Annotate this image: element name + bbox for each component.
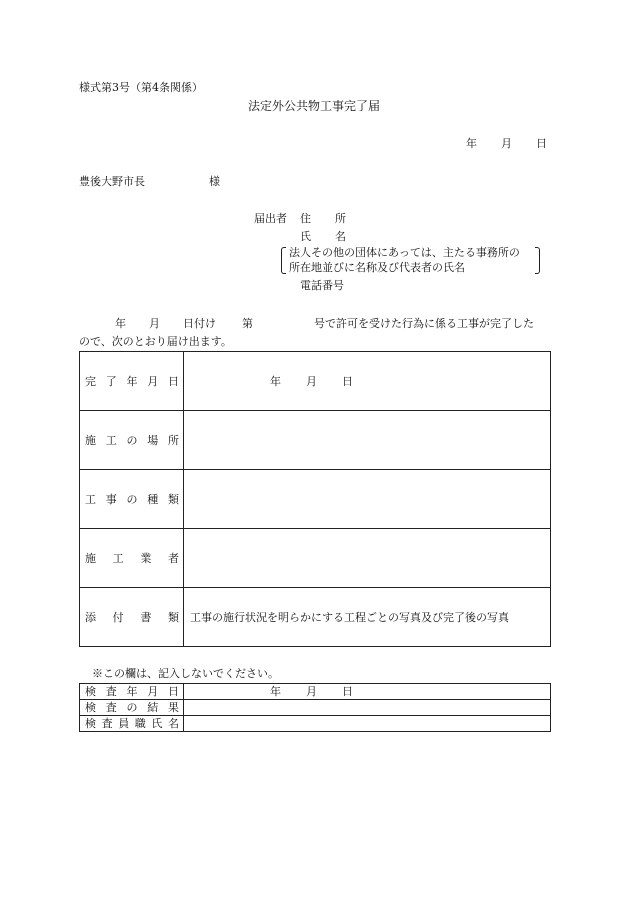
completion-table	[79, 351, 551, 647]
completion-date-field[interactable]: 年 月 日	[184, 352, 551, 411]
contractor-field[interactable]	[184, 529, 551, 588]
address-label: 住 所	[300, 212, 346, 225]
table-row	[80, 411, 551, 470]
table-row	[80, 529, 551, 588]
attachments-label: 添 付 書 類	[80, 588, 184, 647]
inspection-table	[79, 683, 551, 732]
construction-location-field[interactable]	[184, 411, 551, 470]
construction-type-field[interactable]	[184, 470, 551, 529]
name-label: 氏 名	[300, 230, 346, 243]
submission-date: 年 月 日	[466, 137, 547, 150]
corporate-note-line1: 法人その他の団体にあっては、主たる事務所の	[289, 246, 520, 259]
table-row	[80, 700, 551, 716]
body-line2: ので、次のとおり届け出ます。	[79, 335, 232, 348]
form-number: 様式第3号（第4条関係）	[79, 81, 203, 94]
inspector-name-label: 検 査 員 職 氏 名	[80, 716, 184, 732]
construction-location-label: 施 工 の 場 所	[80, 411, 184, 470]
inspection-note: ※この欄は、記入しないでください。	[92, 667, 279, 680]
addressee-honorific: 様	[209, 175, 220, 188]
left-bracket	[281, 247, 286, 274]
right-bracket	[535, 247, 540, 274]
table-row	[80, 684, 551, 700]
table-row	[80, 352, 551, 411]
document-title: 法定外公共物工事完了届	[248, 99, 381, 113]
contractor-label: 施 工 業 者	[80, 529, 184, 588]
inspection-result-label: 検 査 の 結 果	[80, 700, 184, 716]
phone-label: 電話番号	[300, 279, 344, 292]
table-row	[80, 716, 551, 732]
inspector-name-field	[184, 716, 551, 732]
table-row	[80, 470, 551, 529]
attachments-field[interactable]: 工事の施行状況を明らかにする工程ごとの写真及び完了後の写真	[184, 588, 551, 647]
table-row	[80, 588, 551, 647]
corporate-note-line2: 所在地並びに名称及び代表者の氏名	[289, 261, 465, 274]
inspection-date-label: 検 査 年 月 日	[80, 684, 184, 700]
inspection-result-field	[184, 700, 551, 716]
applicant-label: 届出者	[254, 212, 287, 225]
inspection-date-field: 年 月 日	[184, 684, 551, 700]
construction-type-label: 工 事 の 種 類	[80, 470, 184, 529]
completion-date-label: 完 了 年 月 日	[80, 352, 184, 411]
addressee-name: 豊後大野市長	[79, 175, 145, 188]
